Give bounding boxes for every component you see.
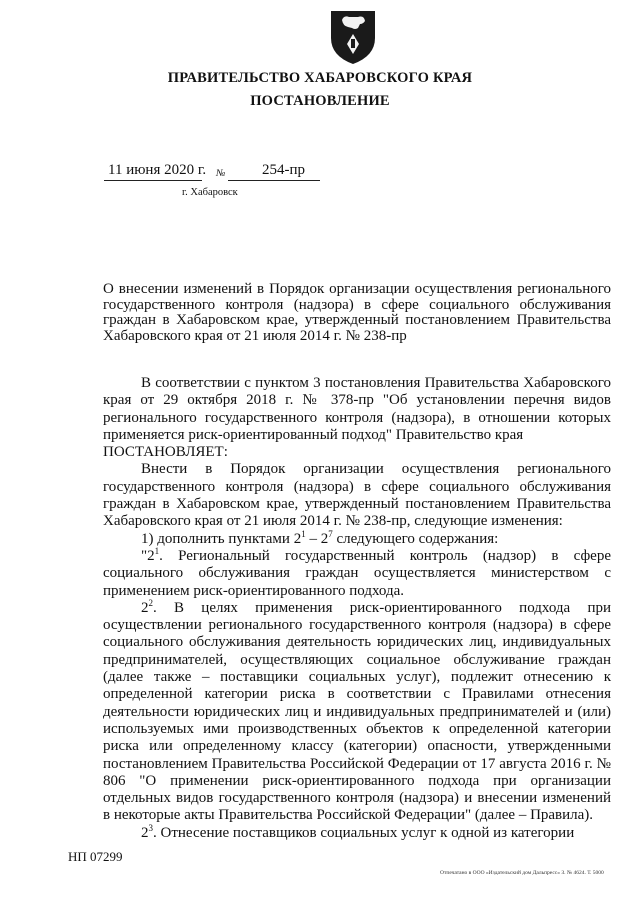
paragraph-2-1: "$2^1$. Региональный государственный контроль (надзор) в сфере социального обслуживания граждан осуществляется министерством с применением риск-ориентированного подхода. [103, 545, 611, 599]
paragraph-resolves: ПОСТАНОВЛЯЕТ: [103, 444, 228, 461]
number-underline [228, 180, 320, 181]
document-body [103, 375, 611, 842]
number-sign: № [216, 168, 226, 179]
city-name: г. Хабаровск [182, 187, 238, 198]
footer-code: НП 07299 [68, 849, 123, 864]
government-name: ПРАВИТЕЛЬСТВО ХАБАРОВСКОГО КРАЯ [167, 70, 473, 86]
document-type: ПОСТАНОВЛЕНИЕ [250, 93, 390, 109]
paragraph-2-2: $2^2$. В целях применения риск-ориентированного подхода при осуществлении регионального государственного контроля (надзора) в сфере социального обслуживания деятельность юридических лиц, индивидуальных предпринимателей, осуществляющих социальное обслуживание граждан (далее также – поставщики социальных услуг), подлежит отнесению к определенной категории риска в соответствии с Правилами отнесения деятельности юридических лиц и индивидуальных предпринимателей и (или) используемых ими производственных объектов к определенной категории риска или определенному классу (категории) опасности, утвержденными постановлением Правительства Российской Федерации от 17 августа 2016 г. № 806 "О применении риск-ориентированного подхода при организации отдельных видов государственного контроля (надзора) и внесении изменений в некоторые акты Правительства Российской Федерации" (далее – Правила). [103, 597, 611, 824]
document-number: 254-пр [262, 162, 306, 178]
document-date: 11 июня 2020 г. [108, 162, 207, 178]
date-underline [104, 180, 202, 181]
document-title: О внесении изменений в Порядок организации осуществления регионального государственного контроля (надзора) в сфере социального обслуживания граждан в Хабаровском крае, утвержденный постановлением Правительства Хабаровского края от 21 июля 2014 г. № 238-пр [103, 281, 611, 344]
paragraph-amendment: Внести в Порядок организации осуществления регионального государственного контроля (надзора) в сфере социального обслуживания граждан в Хабаровском крае, утвержденный постановлением Правительства Хабаровского края от 21 июля 2014 г. № 238-пр, следующие изменения: [103, 461, 611, 530]
paragraph-2-3: $2^3$. Отнесение поставщиков социальных услуг к одной из категории [141, 822, 575, 841]
paragraph-preamble: В соответствии с пунктом 3 постановления Правительства Хабаровского края от 29 октября 2018 г. № 378-пр "Об установлении перечня видов регионального государственного контроля (надзора), в отношении которых применяется риск-ориентированный подход" Правительство края [103, 375, 611, 443]
printer-note: Отпечатано в ООО «Издательский дом Дальпресс» З. № 4624. Т. 5000 [440, 870, 604, 876]
paragraph-item-1: 1) дополнить пунктами $2^1 - 2^7$ следующего содержания: [141, 528, 499, 547]
khabarovsk-coat-of-arms-icon [328, 8, 378, 66]
